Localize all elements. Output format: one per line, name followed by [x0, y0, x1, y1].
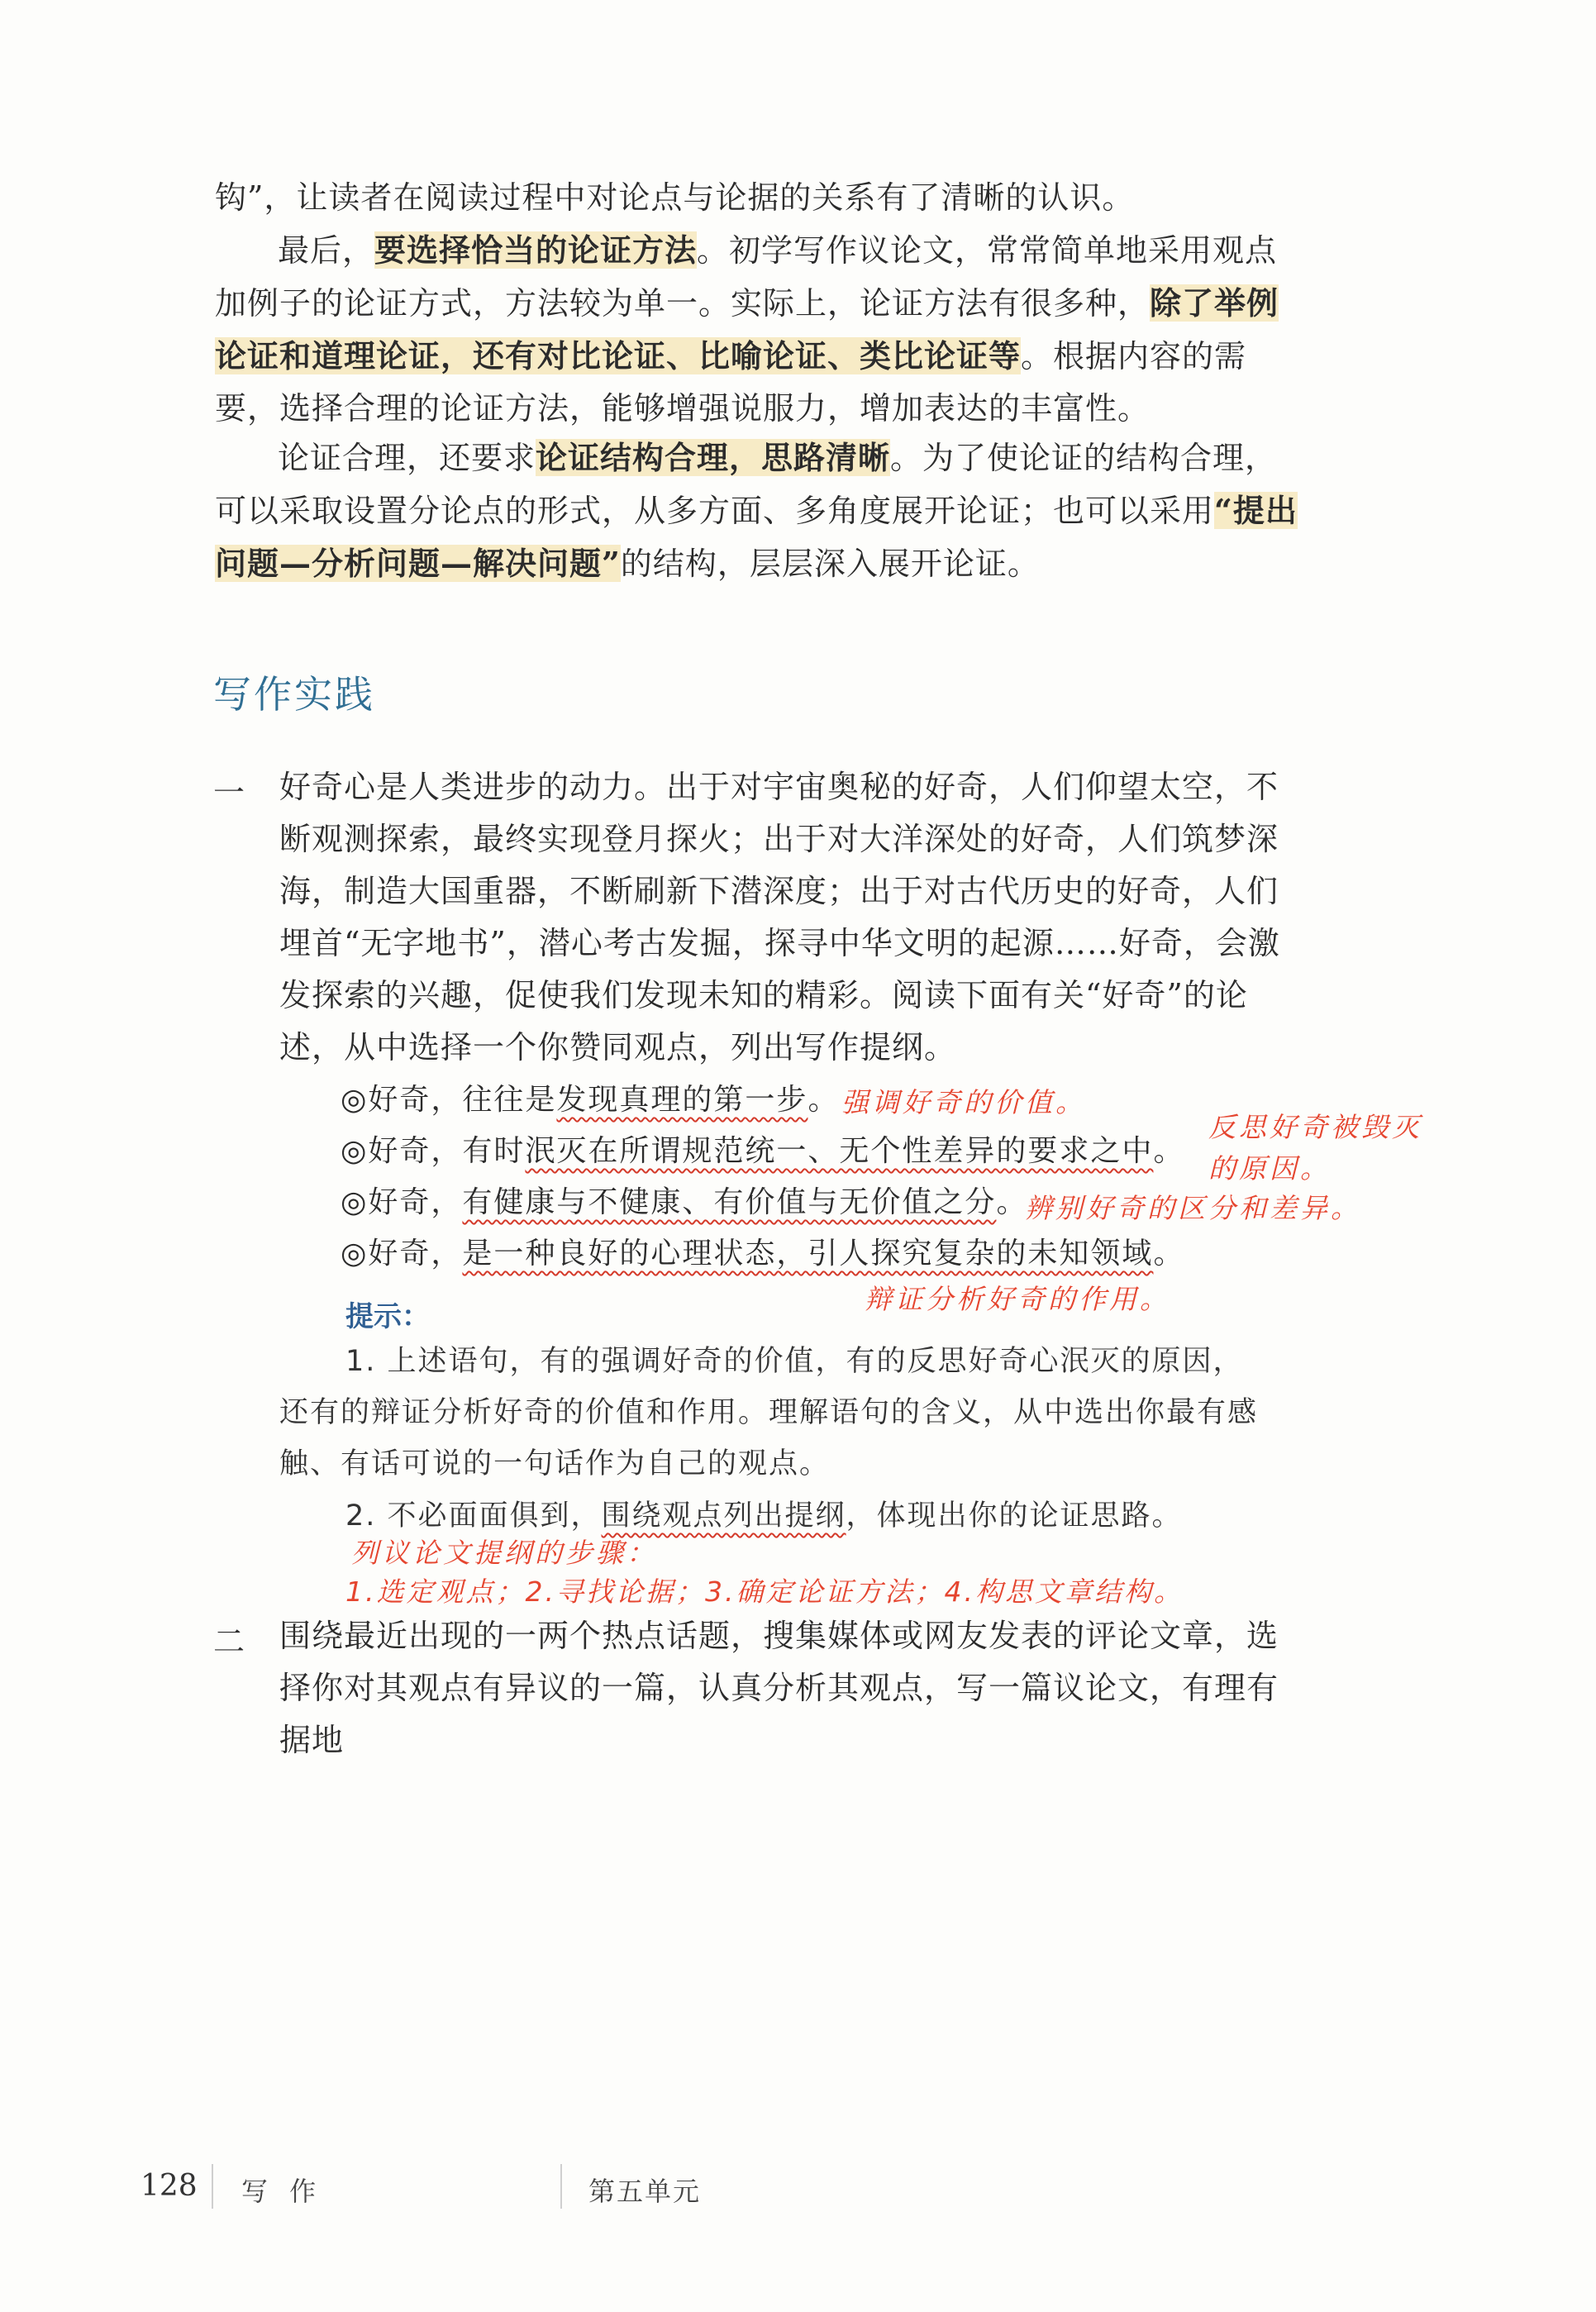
highlight-method: 要选择恰当的论证方法: [374, 231, 698, 269]
page-number: 128: [141, 2169, 198, 2203]
annotation-outline-steps-title: 列议论文提纲的步骤：: [351, 1537, 657, 1569]
hint-2: 2. 不必面面俱到，围绕观点列出提纲，体现出你的论证思路。: [345, 1499, 1183, 1533]
item-1-text: 好奇心是人类进步的动力。出于对宇宙奥秘的好奇，人们仰望太空，不断观测探索，最终实现登月探火；出于对大洋深处的好奇，人们筑梦深海，制造大国重器，不断刷新下潜深度；出于对古代历史的好奇，人们埋首“无字地书”，潜心考古发掘，探寻中华文明的起源……好奇，会激发探索的兴趣，促使我们发现未知的精彩。阅读下面有关“好奇”的论述，从中选择一个你赞同观点，列出写作提纲。: [279, 769, 1280, 1065]
item-2-number: 二: [213, 1623, 245, 1660]
intro-paragraph-1: 钩”，让读者在阅读过程中对论点与论据的关系有了清晰的认识。: [215, 179, 1135, 216]
intro-paragraph-3: 论证合理，还要求论证结构合理，思路清晰。为了使论证的结构合理，可以采取设置分论点的形式，从多方面、多角度展开论证；也可以采用“提出问题—分析问题—解决问题”的结构，层层深入展开论证。: [215, 439, 1298, 582]
highlight-method-types: 除了举例论证和道理论证，还有对比论证、比喻论证、类比论证等: [215, 284, 1279, 374]
annotation-dialectic: 辩证分析好奇的作用。: [865, 1283, 1170, 1315]
hint-1-line-3: 触、有话可说的一句话作为自己的观点。: [279, 1447, 831, 1480]
section-title: 写作实践: [213, 672, 375, 717]
annotation-outline-steps: 1.选定观点；2.寻找论据；3.确定论证方法；4.构思文章结构。: [345, 1575, 1184, 1608]
intro-paragraph-2: 最后，要选择恰当的论证方法。初学写作议论文，常常简单地采用观点加例子的论证方式，方法较为单一。实际上，论证方法有很多种，除了举例论证和道理论证，还有对比论证、比喻论证、类比论证等。根据内容的需要，选择合理的论证方法，能够增强说服力，增加表达的丰富性。: [215, 231, 1279, 427]
hint-label: 提示：: [345, 1300, 430, 1333]
quote-4: ◎好奇，是一种良好的心理状态，引人探究复杂的未知领域。: [341, 1237, 1185, 1270]
footer-divider-2: [560, 2164, 562, 2209]
quote-3: ◎好奇，有健康与不健康、有价值与无价值之分。: [341, 1185, 1028, 1219]
hint-1-line-2: 还有的辩证分析好奇的价值和作用。理解语句的含义，从中选出你最有感: [279, 1396, 1259, 1429]
quote-2: ◎好奇，有时泯灭在所谓规范统一、无个性差异的要求之中。: [341, 1134, 1185, 1168]
annotation-reflect-line-2: 的原因。: [1208, 1152, 1331, 1185]
annotation-value: 强调好奇的价值。: [841, 1086, 1086, 1118]
annotation-distinguish: 辨别好奇的区分和差异。: [1025, 1192, 1361, 1224]
quote-1: ◎好奇，往往是发现真理的第一步。: [341, 1083, 840, 1117]
item-1-number: 一: [213, 775, 245, 811]
footer-divider-1: [212, 2164, 213, 2209]
hint-1-line-1: 1. 上述语句，有的强调好奇的价值，有的反思好奇心泯灭的原因，: [345, 1345, 1244, 1378]
annotation-reflect-line-1: 反思好奇被毁灭: [1208, 1111, 1422, 1143]
footer-section: 写 作: [241, 2176, 323, 2207]
highlight-structure: 论证结构合理，思路清晰: [536, 439, 891, 476]
item-2-text: 围绕最近出现的一两个热点话题，搜集媒体或网友发表的评论文章，选择你对其观点有异议的一篇，认真分析其观点，写一篇议论文，有理有据地: [279, 1618, 1279, 1758]
highlight-structure-pattern: “提出问题—分析问题—解决问题”: [215, 492, 1298, 582]
footer-unit: 第五单元: [588, 2176, 702, 2207]
